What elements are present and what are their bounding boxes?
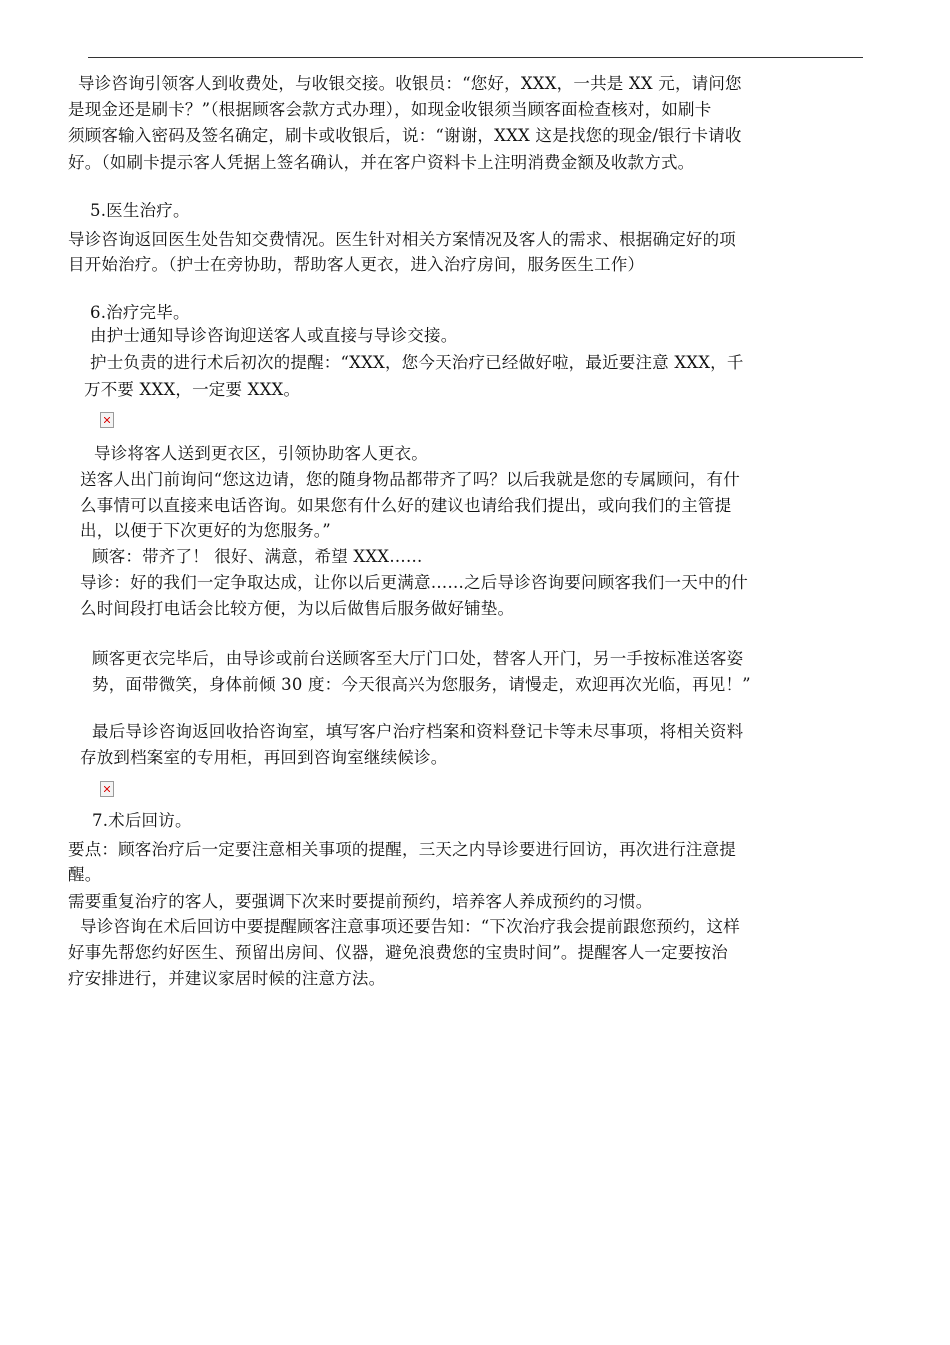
paragraph-line: 么时间段打电话会比较方便，为以后做售后服务做好铺垫。 — [80, 599, 515, 618]
broken-image-icon — [100, 781, 114, 797]
paragraph-line: 是现金还是刷卡？”（根据顾客会款方式办理），如现金收银须当顾客面检查核对，如刷卡 — [68, 100, 712, 119]
paragraph-line: 导诊咨询返回医生处告知交费情况。医生针对相关方案情况及客人的需求、根据确定好的项 — [68, 230, 736, 249]
paragraph-line: 好。（如刷卡提示客人凭据上签名确认，并在客户资料卡上注明消费金额及收款方式。 — [68, 153, 695, 172]
paragraph-line: 顾客：带齐了！ 很好、满意，希望 XXX…… — [92, 547, 423, 566]
section-heading: 5.医生治疗。 — [90, 201, 190, 220]
paragraph-line: 需要重复治疗的客人，要强调下次来时要提前预约，培养客人养成预约的习惯。 — [68, 892, 653, 911]
paragraph-line: 导诊咨询在术后回访中要提醒顾客注意事项还要告知：“下次治疗我会提前跟您预约，这样 — [80, 917, 740, 936]
paragraph-line: 醒。 — [68, 865, 102, 884]
paragraph-line: 顾客更衣完毕后，由导诊或前台送顾客至大厅门口处，替客人开门，另一手按标准送客姿 — [92, 649, 744, 668]
paragraph-line: 由护士通知导诊咨询迎送客人或直接与导诊交接。 — [90, 326, 458, 345]
paragraph-line: 护士负责的进行术后初次的提醒：“XXX，您今天治疗已经做好啦，最近要注意 XXX，千 — [90, 353, 744, 372]
section-heading: 7.术后回访。 — [92, 811, 192, 830]
paragraph-line: 要点：顾客治疗后一定要注意相关事项的提醒，三天之内导诊要进行回访，再次进行注意提 — [68, 840, 736, 859]
paragraph-line: 么事情可以直接来电话咨询。如果您有什么好的建议也请给我们提出，或向我们的主管提 — [80, 496, 732, 515]
paragraph-line: 目开始治疗。（护士在旁协助，帮助客人更衣，进入治疗房间，服务医生工作） — [68, 255, 645, 274]
paragraph-line: 导诊将客人送到更衣区，引领协助客人更衣。 — [94, 444, 428, 463]
paragraph-line: 万不要 XXX，一定要 XXX。 — [84, 380, 301, 399]
paragraph-line: 送客人出门前询问“您这边请，您的随身物品都带齐了吗？以后我就是您的专属顾问，有什 — [80, 470, 740, 489]
paragraph-line: 最后导诊咨询返回收拾咨询室，填写客户治疗档案和资料登记卡等未尽事项，将相关资料 — [92, 722, 744, 741]
paragraph-line: 出，以便于下次更好的为您服务。” — [80, 521, 331, 540]
paragraph-line: 好事先帮您约好医生、预留出房间、仪器，避免浪费您的宝贵时间”。提醒客人一定要按治 — [68, 943, 728, 962]
paragraph-line: 导诊：好的我们一定争取达成，让你以后更满意……之后导诊咨询要问顾客我们一天中的什 — [80, 573, 748, 592]
paragraph-line: 势，面带微笑，身体前倾 30 度：今天很高兴为您服务，请慢走，欢迎再次光临，再见！” — [92, 675, 751, 694]
paragraph-line: 导诊咨询引领客人到收费处，与收银交接。收银员：“您好，XXX，一共是 XX 元，请问您 — [78, 74, 742, 93]
paragraph-line: 存放到档案室的专用柜，再回到咨询室继续候诊。 — [80, 748, 448, 767]
header-rule — [88, 57, 863, 58]
paragraph-line: 疗安排进行，并建议家居时候的注意方法。 — [68, 969, 386, 988]
broken-image-icon — [100, 412, 114, 428]
paragraph-line: 须顾客输入密码及签名确定，刷卡或收银后，说：“谢谢，XXX 这是找您的现金/银行卡请收 — [68, 126, 742, 145]
section-heading: 6.治疗完毕。 — [90, 303, 190, 322]
